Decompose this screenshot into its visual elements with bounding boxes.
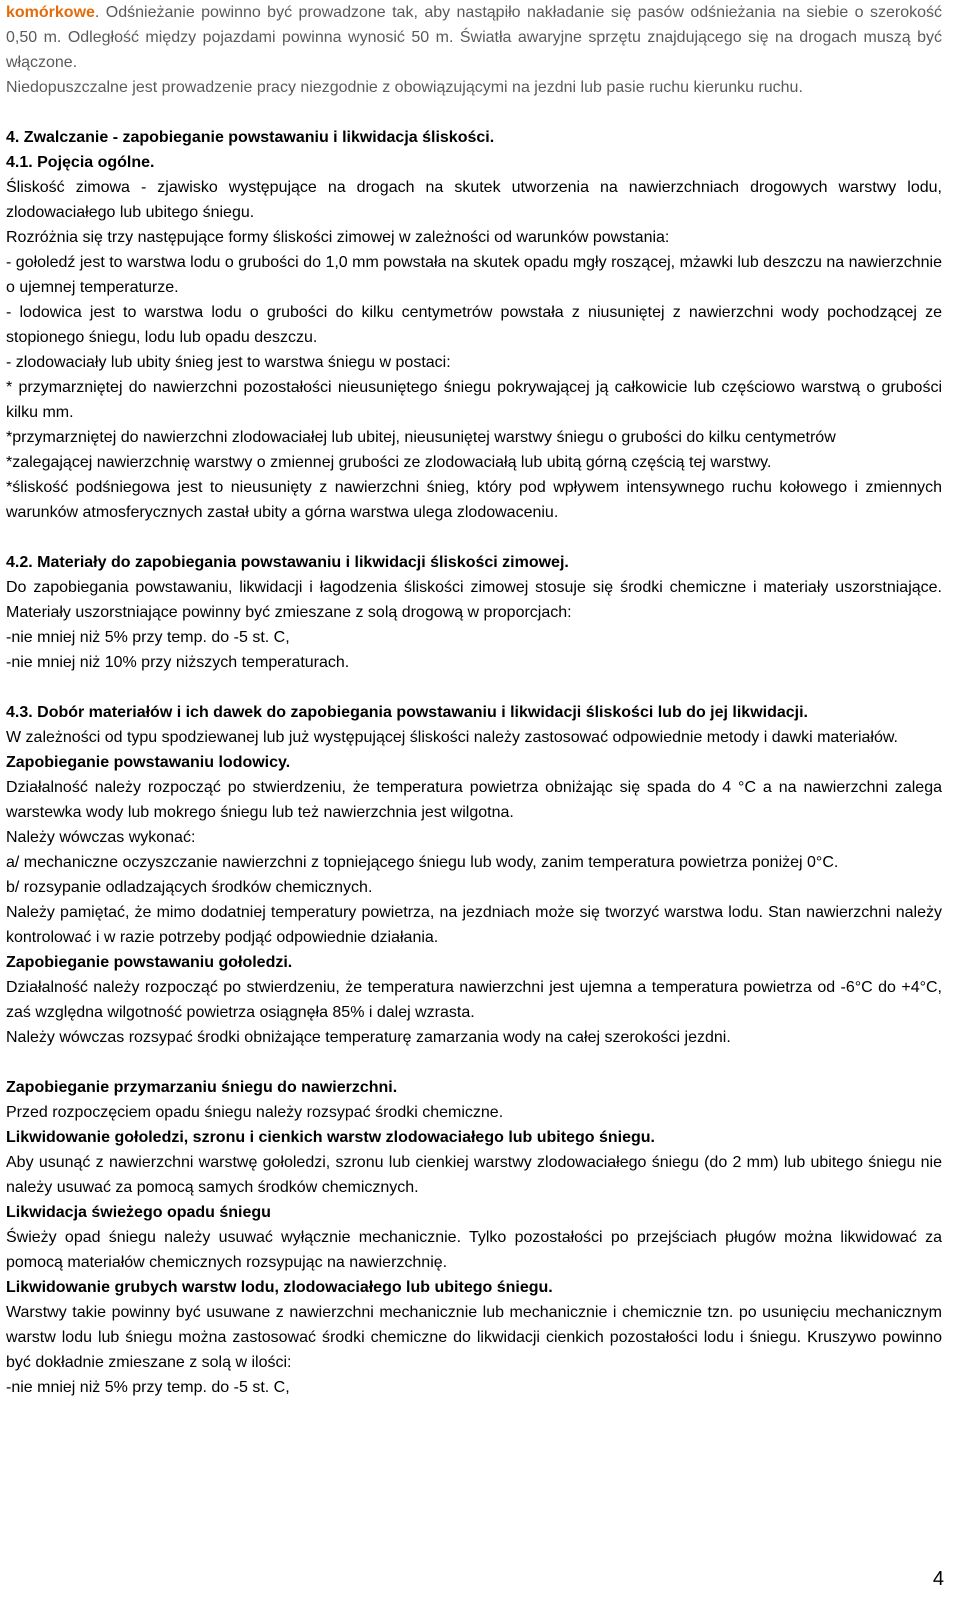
grube-warstwy-text: Warstwy takie powinny być usuwane z nawierzchni mechanicznie lub mechanicznie i chemicznie tzn. po usunięciu mechanicznym warstw lodu lub śniegu można zastosować środki chemiczne do likwidacji cienkich pozostałości lodu i śniegu. Kruszywo powinno być dokładnie zmieszane z solą w ilości:	[6, 1304, 942, 1371]
list-item: *śliskość podśniegowa jest to nieusunięty z nawierzchni śnieg, który pod wpływem intensywnego ruchu kołowego i zmiennych warunków atmosferycznych zastał ubity a górna warstwa ulega zlodowaceniu.	[6, 479, 942, 521]
definition-paragraph: Śliskość zimowa - zjawisko występujące na drogach na skutek utworzenia na nawierzchniach drogowych warstwy lodu, zlodowaciałego lub ubitego śniegu.	[6, 179, 942, 221]
intro-paragraph	[6, 0, 942, 75]
subheading-likwidowanie: Likwidowanie gołoledzi, szronu i cienkich warstw zlodowaciałego lub ubitego śniegu.	[6, 1129, 655, 1146]
subheading-golodz: Zapobieganie powstawaniu gołoledzi.	[6, 954, 293, 971]
section-4-2-title: 4.2. Materiały do zapobiegania powstawaniu i likwidacji śliskości zimowej.	[6, 554, 569, 571]
section-4-3-title: 4.3. Dobór materiałów i ich dawek do zapobiegania powstawaniu i likwidacji śliskości lub do jej likwidacji.	[6, 704, 808, 721]
golodz-text: Działalność należy rozpocząć po stwierdzeniu, że temperatura nawierzchni jest ujemna a temperatura powietrza od -6°C do +4°C, zaś względna wilgotność powietrza osiągnęła 85% i dalej wzrasta.	[6, 979, 942, 1021]
lodowica-text: Należy pamiętać, że mimo dodatniej temperatury powietrza, na jezdniach może się tworzyć warstwa lodu. Stan nawierzchni należy kontrolować i w razie potrzeby podjąć odpowiednie działania.	[6, 904, 942, 946]
page-number: 4	[932, 1568, 944, 1590]
section-4-1-title: 4.1. Pojęcia ogólne.	[6, 154, 155, 171]
golodz-paragraph: - gołoledź jest to warstwa lodu o grubości do 1,0 mm powstała na skutek opadu mgły roszącej, mżawki lub deszczu na nawierzchnie o ujemnej temperaturze.	[6, 254, 942, 296]
subheading-grube-warstwy: Likwidowanie grubych warstw lodu, zlodowaciałego lub ubitego śniegu.	[6, 1279, 553, 1296]
lodowica-text: b/ rozsypanie odladzających środków chemicznych.	[6, 879, 373, 896]
subheading-przymarzanie: Zapobieganie przymarzaniu śniegu do nawierzchni.	[6, 1079, 398, 1096]
forms-paragraph: Rozróżnia się trzy następujące formy śliskości zimowej w zależności od warunków powstania:	[6, 229, 670, 246]
document-page	[6, 0, 942, 1400]
grube-warstwy-text: -nie mniej niż 5% przy temp. do -5 st. C,	[6, 1379, 290, 1396]
intro-paragraph-2: Niedopuszczalne jest prowadzenie pracy niezgodnie z obowiązującymi na jezdni lub pasie ruchu kierunku ruchu.	[6, 79, 803, 96]
lodowica-text: Działalność należy rozpocząć po stwierdzeniu, że temperatura powietrza obniżając się spada do 4 °C a na nawierzchni zalega warstewka wody lub mokrego śniegu lub też nawierzchnia jest wilgotna.	[6, 779, 942, 821]
section-4-title: 4. Zwalczanie - zapobieganie powstawaniu i likwidacja śliskości.	[6, 129, 495, 146]
przymarzanie-text: Przed rozpoczęciem opadu śniegu należy rozsypać środki chemiczne.	[6, 1104, 504, 1121]
snieg-paragraph: - zlodowaciały lub ubity śnieg jest to warstwa śniegu w postaci:	[6, 354, 451, 371]
intro-lead-bold: komórkowe	[6, 4, 95, 21]
likwidowanie-text: Aby usunąć z nawierzchni warstwę gołoledzi, szronu lub cienkiej warstwy zlodowaciałego śniegu (do 2 mm) lub ubitego śniegu nie należy usuwać za pomocą samych środków chemicznych.	[6, 1154, 942, 1196]
lodowica-paragraph: - lodowica jest to warstwa lodu o grubości do kilku centymetrów powstała z niusuniętej z nawierzchni wody pochodzącej ze stopionego śniegu, lodu lub opadu deszczu.	[6, 304, 942, 346]
list-item: * przymarzniętej do nawierzchni pozostałości nieusuniętego śniegu pokrywającej ją całkowicie lub częściowo warstwą o grubości kilku mm.	[6, 379, 942, 421]
swiezy-snieg-text: Świeży opad śniegu należy usuwać wyłącznie mechanicznie. Tylko pozostałości po przejściach pługów można likwidować za pomocą materiałów chemicznych rozsypując na nawierzchnię.	[6, 1229, 942, 1271]
golodz-text: Należy wówczas rozsypać środki obniżające temperaturę zamarzania wody na całej szerokości jezdni.	[6, 1029, 731, 1046]
intro-text: . Odśnieżanie powinno być prowadzone tak, aby nastąpiło nakładanie się pasów odśnieżania na siebie o szerokość 0,50 m. Odległość między pojazdami powinna wynosić 50 m. Światła awaryjne sprzętu znajdującego się na drogach muszą być włączone.	[6, 4, 942, 71]
subheading-swiezy-snieg: Likwidacja świeżego opadu śniegu	[6, 1204, 271, 1221]
list-item: -nie mniej niż 10% przy niższych temperaturach.	[6, 654, 350, 671]
materials-paragraph: Do zapobiegania powstawaniu, likwidacji i łagodzenia śliskości zimowej stosuje się środki chemiczne i materiały uszorstniające. Materiały uszorstniające powinny być zmieszane z solą drogową w proporcjach:	[6, 579, 942, 621]
subheading-lodowica: Zapobieganie powstawaniu lodowicy.	[6, 754, 291, 771]
list-item: -nie mniej niż 5% przy temp. do -5 st. C,	[6, 629, 290, 646]
selection-paragraph: W zależności od typu spodziewanej lub już występującej śliskości należy zastosować odpowiednie metody i dawki materiałów.	[6, 729, 898, 746]
lodowica-text: a/ mechaniczne oczyszczanie nawierzchni z topniejącego śniegu lub wody, zanim temperatura powietrza poniżej 0°C.	[6, 854, 839, 871]
list-item: *przymarzniętej do nawierzchni zlodowaciałej lub ubitej, nieusuniętej warstwy śniegu o grubości do kilku centymetrów	[6, 429, 836, 446]
lodowica-text: Należy wówczas wykonać:	[6, 829, 196, 846]
list-item: *zalegającej nawierzchnię warstwy o zmiennej grubości ze zlodowaciałą lub ubitą górną częścią tej warstwy.	[6, 454, 772, 471]
